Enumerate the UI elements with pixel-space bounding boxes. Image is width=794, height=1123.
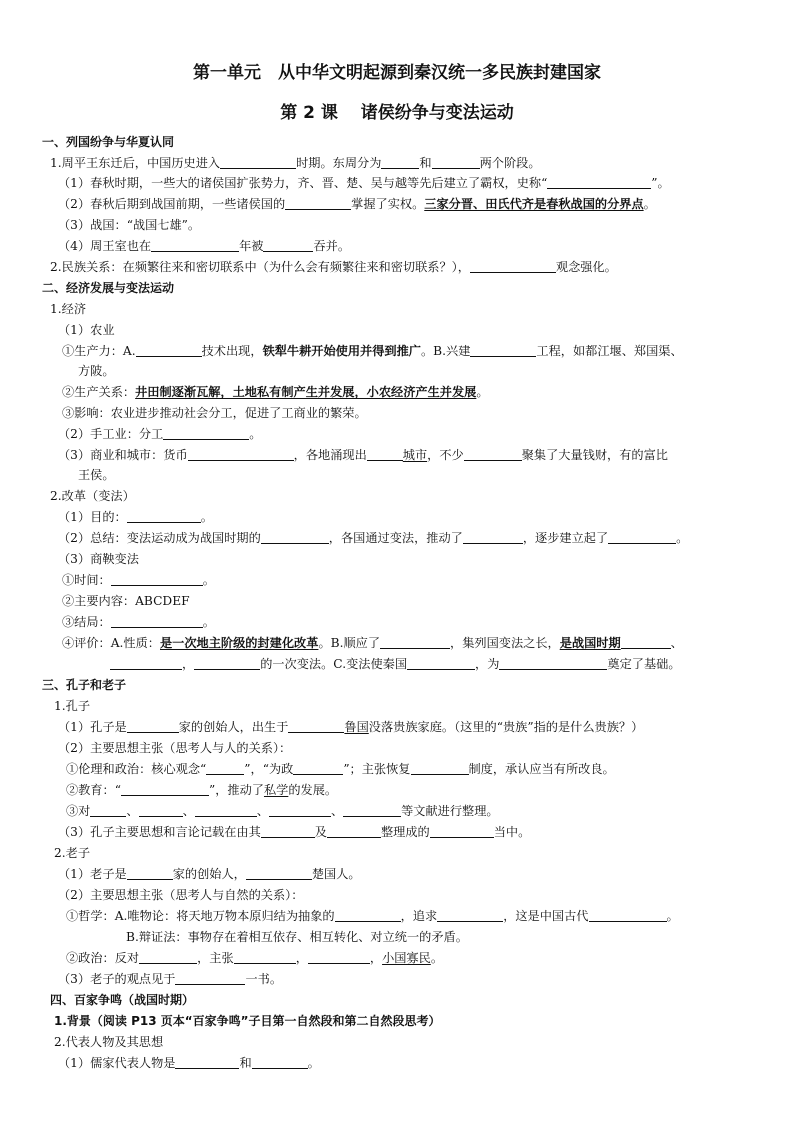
fill-in-blank[interactable] <box>288 719 344 733</box>
line-text: 掌握了实权。 <box>351 197 425 211</box>
line-text: 王侯。 <box>78 468 115 482</box>
line-text: （2）主要思想主张（思考人与人的关系）： <box>58 741 292 755</box>
fill-in-blank[interactable] <box>308 950 370 964</box>
line-text: ③影响：农业进步推动社会分工，促进了工商业的繁荣。 <box>62 406 367 420</box>
line-text: ”，推动了 <box>208 783 264 797</box>
worksheet-line <box>58 823 794 841</box>
line-text: 。 <box>249 427 262 441</box>
worksheet-line <box>58 865 794 883</box>
line-text: 1.孔子 <box>54 699 91 713</box>
line-text: 等文献进行整理。 <box>401 804 499 818</box>
fill-in-blank[interactable] <box>470 343 536 357</box>
line-text: 二、经济发展与变法运动 <box>42 281 175 295</box>
worksheet-line <box>62 592 794 610</box>
fill-in-blank[interactable] <box>589 908 667 922</box>
line-text: ，逐步建立起了 <box>522 531 609 545</box>
line-text: （1）儒家代表人物是 <box>58 1056 176 1070</box>
line-text: ④评价：A.性质： <box>62 636 160 650</box>
line-text: ”。 <box>651 176 670 190</box>
line-text: 吞并。 <box>313 239 351 253</box>
fill-in-blank[interactable] <box>163 426 249 440</box>
worksheet-line <box>54 697 794 715</box>
lesson-title: 第 2 课 诸侯纷争与变法运动 <box>280 103 514 123</box>
fill-in-blank[interactable] <box>252 1055 308 1069</box>
line-text: 三、孔子和老子 <box>42 678 127 692</box>
line-text: ，这是中国古代 <box>503 909 589 923</box>
worksheet-line <box>66 760 794 778</box>
line-text: 。 <box>676 531 689 545</box>
worksheet-line <box>58 508 794 526</box>
line-text: 三家分晋、田氏代齐是春秋战国的分界点 <box>424 197 644 211</box>
worksheet-line <box>66 781 794 799</box>
line-text: 奠定了基础。 <box>607 657 681 671</box>
line-text: ①生产力：A. <box>62 344 136 358</box>
fill-in-blank[interactable] <box>463 530 523 544</box>
line-text: ，各国通过变法，推动了 <box>328 531 463 545</box>
line-text: （3）商业和城市：货币 <box>58 448 188 462</box>
worksheet-line <box>78 362 794 380</box>
fill-in-blank[interactable] <box>269 803 331 817</box>
line-text: 和 <box>239 1056 252 1070</box>
line-text: 1.背景（阅读 P13 页本“百家争鸣”子目第一自然段和第二自然段思考） <box>54 1014 441 1028</box>
worksheet-line <box>50 487 794 505</box>
worksheet-line <box>62 571 794 589</box>
line-text: 一、列国纷争与华夏认同 <box>42 135 175 149</box>
line-text: 、 <box>330 804 344 818</box>
worksheet-line <box>66 949 794 967</box>
line-text: （3）商鞅变法 <box>58 552 139 566</box>
line-text: 、 <box>256 804 269 818</box>
line-text: ，主张 <box>197 951 234 965</box>
line-text: 时期。东周分为 <box>296 156 382 170</box>
line-text: （1）老子是 <box>58 867 127 881</box>
line-text: 聚集了大量钱财，有的富比 <box>521 448 668 462</box>
fill-in-blank[interactable] <box>111 614 203 628</box>
worksheet-line <box>58 529 794 547</box>
line-text: 当中。 <box>493 825 531 839</box>
fill-in-blank[interactable] <box>175 971 245 985</box>
fill-in-blank[interactable] <box>335 908 401 922</box>
line-text: 铁犁牛耕开始使用并得到推广 <box>262 344 421 358</box>
fill-in-blank[interactable] <box>127 509 201 523</box>
fill-in-blank[interactable] <box>151 238 239 252</box>
worksheet-line <box>58 216 794 234</box>
fill-in-blank[interactable] <box>437 908 503 922</box>
line-text: 的一次变法。C.变法使秦国 <box>260 657 408 671</box>
fill-in-blank[interactable] <box>246 866 312 880</box>
line-text: ，追求 <box>400 909 438 923</box>
line-text: 。 <box>202 573 215 587</box>
line-text: （1）孔子是 <box>58 720 127 734</box>
fill-in-blank[interactable] <box>343 803 401 817</box>
line-text: （4）周王室也在 <box>58 239 152 253</box>
line-text: （2）手工业：分工 <box>58 427 164 441</box>
line-text: 小国寡民 <box>382 951 431 965</box>
line-text: 是战国时期 <box>559 636 621 650</box>
fill-in-blank[interactable] <box>432 155 480 169</box>
fill-in-blank[interactable] <box>499 656 607 670</box>
line-text: （3）老子的观点见于 <box>58 972 176 986</box>
line-text: 。B.兴建 <box>421 344 471 358</box>
worksheet-line <box>58 446 794 464</box>
fill-in-blank[interactable] <box>220 155 296 169</box>
line-text: 、 <box>126 804 139 818</box>
line-text: 的发展。 <box>288 783 338 797</box>
worksheet-line <box>58 718 794 736</box>
line-text: （2）春秋后期到战国前期，一些诸侯国的 <box>58 197 286 211</box>
fill-in-blank[interactable] <box>470 259 556 273</box>
line-text: 楚国人。 <box>311 867 361 881</box>
line-text: 。B.顺应了 <box>318 636 381 650</box>
line-text: ②生产关系： <box>62 385 136 399</box>
line-text: 和 <box>419 156 432 170</box>
line-text: 技术出现， <box>201 344 263 358</box>
line-text: 鲁国 <box>344 720 369 734</box>
line-text: ，集列国变法之长， <box>450 636 560 650</box>
line-text: 工程，如都江堰、郑国渠、 <box>536 344 683 358</box>
fill-in-blank[interactable] <box>285 196 351 210</box>
fill-in-blank[interactable] <box>381 155 419 169</box>
line-text: ②主要内容：ABCDEF <box>62 594 190 608</box>
fill-in-blank[interactable] <box>411 761 469 775</box>
worksheet-line <box>58 550 794 568</box>
line-text: 1.周平王东迁后，中国历史进入 <box>50 156 221 170</box>
fill-in-blank[interactable] <box>188 447 294 461</box>
fill-in-blank[interactable] <box>90 803 126 817</box>
worksheet-line <box>50 154 794 172</box>
line-text: ③对 <box>66 804 91 818</box>
fill-in-blank[interactable] <box>127 866 173 880</box>
line-text: 、 <box>670 636 683 650</box>
line-text: ， <box>295 951 308 965</box>
fill-in-blank[interactable] <box>261 824 315 838</box>
line-text: 。 <box>430 951 443 965</box>
worksheet-line <box>62 342 794 360</box>
fill-in-blank[interactable] <box>111 572 203 586</box>
fill-in-blank[interactable] <box>327 824 381 838</box>
section-heading <box>50 991 794 1009</box>
fill-in-blank[interactable] <box>195 803 257 817</box>
fill-in-blank[interactable] <box>430 824 494 838</box>
worksheet-line <box>58 195 794 213</box>
fill-in-blank[interactable] <box>121 782 209 796</box>
worksheet-line <box>110 655 794 673</box>
line-text: ，为 <box>475 657 500 671</box>
worksheet-line <box>58 1054 794 1072</box>
worksheet-line <box>62 634 794 652</box>
worksheet-line <box>58 321 794 339</box>
line-text: ， <box>369 951 383 965</box>
worksheet-line <box>78 466 794 484</box>
line-text: 。 <box>476 385 489 399</box>
line-text: 制度，承认应当有所改良。 <box>468 762 615 776</box>
line-text: 2.民族关系：在频繁往来和密切联系中（为什么会有频繁往来和密切联系？）， <box>50 260 470 274</box>
line-text: （2）总结：变法运动成为战国时期的 <box>58 531 261 545</box>
line-text: ①伦理和政治：核心观念“ <box>66 762 207 776</box>
fill-in-blank[interactable] <box>464 447 522 461</box>
line-text: 两个阶段。 <box>479 156 541 170</box>
line-text: （1）春秋时期，一些大的诸侯国扩张势力，齐、晋、楚、吴与越等先后建立了霸权，史称“ <box>58 176 548 190</box>
worksheet-line <box>66 802 794 820</box>
line-text: 没落贵族家庭。（这里的“贵族”指的是什么贵族？） <box>368 720 644 734</box>
line-text: ②政治：反对 <box>66 951 140 965</box>
line-text: 及 <box>314 825 327 839</box>
worksheet-line <box>54 1033 794 1051</box>
fill-in-blank[interactable] <box>136 343 202 357</box>
worksheet-line <box>66 907 794 925</box>
fill-in-blank[interactable] <box>263 238 313 252</box>
worksheet-line <box>58 237 794 255</box>
worksheet-line <box>126 928 794 946</box>
fill-in-blank[interactable] <box>194 656 260 670</box>
line-text: ②教育：“ <box>66 783 121 797</box>
line-text: 方陂。 <box>78 364 115 378</box>
section-heading <box>42 133 794 151</box>
line-text: B.辩证法：事物存在着相互依存、相互转化、对立统一的矛盾。 <box>126 930 468 944</box>
line-text: 1.经济 <box>50 302 87 316</box>
line-text: 整理成的 <box>380 825 430 839</box>
fill-in-blank[interactable] <box>367 447 403 461</box>
line-text: 。 <box>666 909 679 923</box>
fill-in-blank[interactable] <box>293 761 343 775</box>
fill-in-blank[interactable] <box>407 656 475 670</box>
worksheet-line <box>58 970 794 988</box>
line-text: 年被 <box>239 239 264 253</box>
worksheet-line <box>62 383 794 401</box>
worksheet-line <box>62 613 794 631</box>
line-text: 家的创始人， <box>172 867 246 881</box>
line-text: 。 <box>200 510 213 524</box>
section-heading <box>42 676 794 694</box>
line-text: （1）农业 <box>58 323 115 337</box>
section-heading <box>42 279 794 297</box>
line-text: 2.改革（变法） <box>50 489 135 503</box>
line-text: ，不少 <box>427 448 464 462</box>
fill-in-blank[interactable] <box>139 950 197 964</box>
fill-in-blank[interactable] <box>127 719 179 733</box>
line-text: ①哲学：A.唯物论：将天地万物本原归结为抽象的 <box>66 909 335 923</box>
line-text: 2.老子 <box>54 846 91 860</box>
line-text: 。 <box>643 197 656 211</box>
worksheet-line <box>58 425 794 443</box>
fill-in-blank[interactable] <box>547 175 651 189</box>
line-text: 2.代表人物及其思想 <box>54 1035 164 1049</box>
line-text: 。 <box>307 1056 320 1070</box>
unit-title: 第一单元 从中华文明起源到秦汉统一多民族封建国家 <box>193 63 601 83</box>
line-text: ”，“为政 <box>244 762 294 776</box>
worksheet-line <box>58 174 794 192</box>
fill-in-blank[interactable] <box>139 803 183 817</box>
line-text: （3）孔子主要思想和言论记载在由其 <box>58 825 261 839</box>
fill-in-blank[interactable] <box>380 635 450 649</box>
line-text: ，各地涌现出 <box>293 448 367 462</box>
line-text: （3）战国：“战国七雄”。 <box>58 218 201 232</box>
worksheet-line <box>50 258 794 276</box>
worksheet-line <box>50 300 794 318</box>
line-text: ， <box>182 657 195 671</box>
line-text: （2）主要思想主张（思考人与自然的关系）： <box>58 888 304 902</box>
fill-in-blank[interactable] <box>110 656 182 670</box>
line-text: ①时间： <box>62 573 111 587</box>
fill-in-blank[interactable] <box>234 950 296 964</box>
fill-in-blank[interactable] <box>261 530 329 544</box>
worksheet-line <box>54 844 794 862</box>
fill-in-blank[interactable] <box>206 761 244 775</box>
worksheet-line <box>58 739 794 757</box>
fill-in-blank[interactable] <box>175 1055 239 1069</box>
worksheet-line <box>58 886 794 904</box>
section-heading <box>54 1012 794 1030</box>
line-text: 城市 <box>402 448 428 462</box>
line-text: 四、百家争鸣（战国时期） <box>50 993 195 1007</box>
line-text: 家的创始人，出生于 <box>178 720 289 734</box>
line-text: 私学 <box>263 783 289 797</box>
fill-in-blank[interactable] <box>608 530 676 544</box>
worksheet-line <box>62 404 794 422</box>
line-text: 。 <box>202 615 215 629</box>
line-text: 观念强化。 <box>555 260 617 274</box>
fill-in-blank[interactable] <box>621 635 671 649</box>
line-text: 是一次地主阶级的封建化改革 <box>160 636 319 650</box>
line-text: ”；主张恢复 <box>343 762 411 776</box>
line-text: 、 <box>182 804 195 818</box>
line-text: 一书。 <box>245 972 283 986</box>
line-text: （1）目的： <box>58 510 127 524</box>
line-text: ③结局： <box>62 615 111 629</box>
line-text: 井田制逐渐瓦解，土地私有制产生并发展，小农经济产生并发展 <box>135 385 477 399</box>
